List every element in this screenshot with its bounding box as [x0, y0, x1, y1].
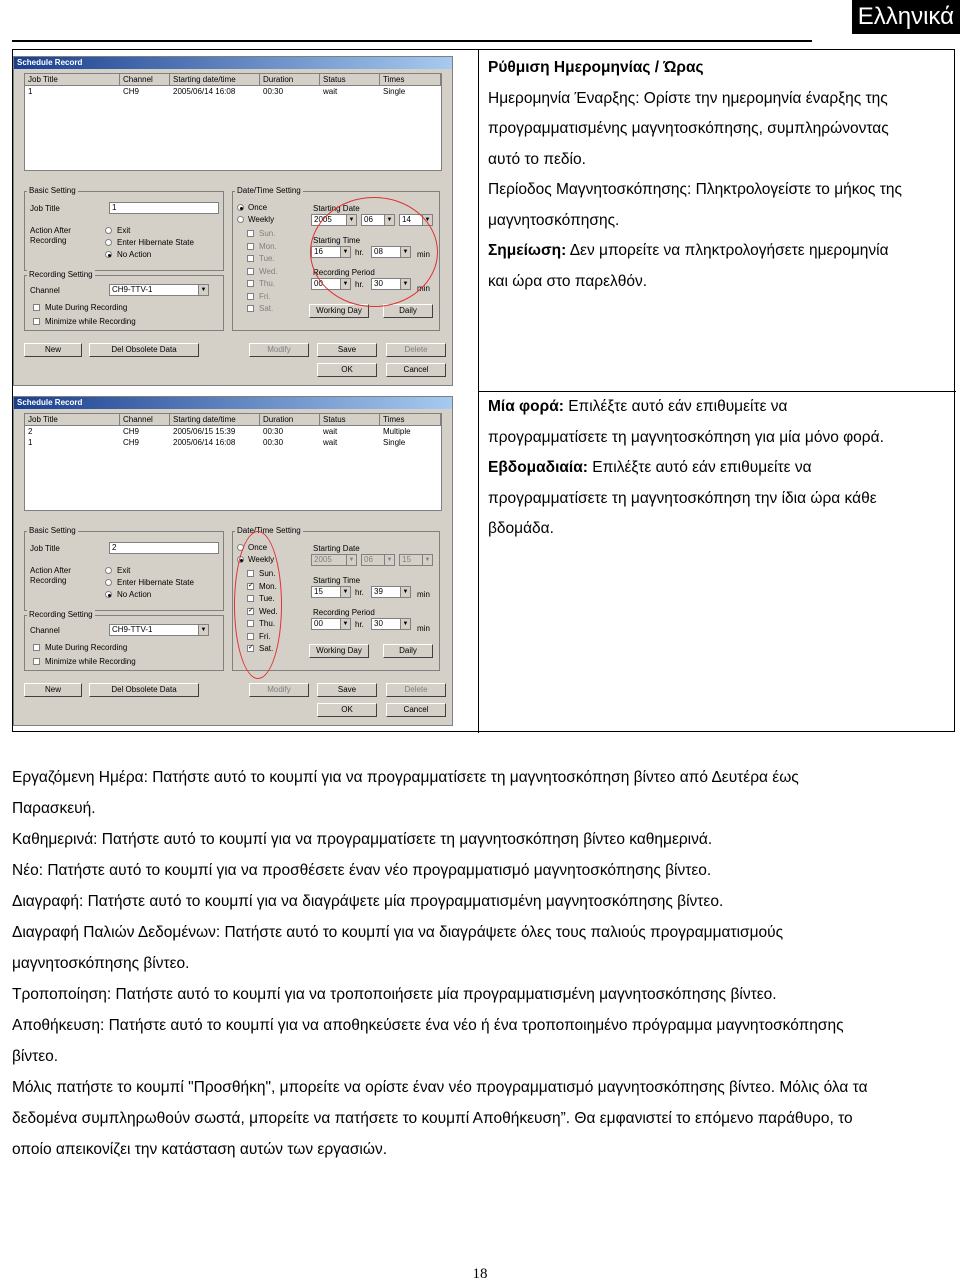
section-date-time — [488, 53, 943, 297]
working-day-button[interactable]: Working Day — [309, 644, 369, 658]
section-once-weekly — [488, 392, 943, 545]
cancel-button[interactable]: Cancel — [386, 703, 446, 717]
column-header[interactable]: Starting date/time — [170, 74, 260, 85]
text-line: Ημερομηνία Έναρξης: Ορίστε την ημερομηνία έναρξης της — [488, 89, 888, 107]
table-cell: CH9 — [123, 438, 140, 447]
table-cell: 2005/06/14 16:08 — [173, 87, 236, 96]
day-checkbox[interactable] — [247, 255, 254, 262]
recording-setting-group — [24, 610, 224, 671]
table-cell: 00:30 — [263, 427, 284, 436]
delete-button[interactable]: Delete — [386, 343, 446, 357]
group-label: Recording Setting — [29, 270, 93, 279]
table-cell: CH9 — [123, 87, 140, 96]
hour-select[interactable]: 15 ▼ — [311, 586, 351, 598]
day-checkbox[interactable] — [247, 243, 254, 250]
day-label: Sun. — [259, 569, 276, 578]
weekly-radio[interactable] — [237, 216, 244, 223]
table-cell: wait — [323, 427, 338, 436]
action-label: Enter Hibernate State — [117, 578, 194, 587]
action-radio[interactable] — [105, 579, 112, 586]
modify-button[interactable]: Modify — [249, 683, 309, 697]
weekly-label: Weekly — [248, 555, 275, 564]
text-line: Νέο: Πατήστε αυτό το κουμπί για να προσθέσετε έναν νέο προγραμματισμό μαγνητοσκόπησης βίντεο. — [12, 862, 712, 879]
hr-label: hr. — [355, 248, 364, 257]
channel-select[interactable]: CH9-TTV-1 ▼ — [109, 624, 209, 636]
ok-button[interactable]: OK — [317, 363, 377, 377]
section-heading: Ρύθμιση Ημερομηνίας / Ώρας — [488, 59, 704, 76]
action-radio[interactable] — [105, 239, 112, 246]
note-label: Σημείωση: — [488, 242, 567, 259]
chevron-down-icon: ▼ — [340, 619, 350, 629]
text-line: Τροποποίηση: Πατήστε αυτό το κουμπί για να τροποποιήσετε μία προγραμματισμένη μαγνητοσκόπησης βίντεο. — [12, 986, 777, 1003]
column-header[interactable]: Status — [320, 74, 380, 85]
starting-date-label: Starting Date — [313, 204, 360, 213]
weekly-label: Εβδομαδιαία: — [488, 459, 588, 476]
minimize-label: Minimize while Recording — [45, 317, 136, 326]
action-radio[interactable] — [105, 591, 112, 598]
chevron-down-icon: ▼ — [346, 555, 356, 565]
save-button[interactable]: Save — [317, 683, 377, 697]
starting-time-label: Starting Time — [313, 236, 361, 245]
chevron-down-icon: ▼ — [384, 555, 394, 565]
recording-period-label: Recording Period — [313, 268, 375, 277]
starting-date-label: Starting Date — [313, 544, 360, 553]
starting-time-label: Starting Time — [313, 576, 361, 585]
schedule-record-window-2 — [13, 396, 453, 726]
day-label: Sat. — [259, 304, 274, 313]
daily-button[interactable]: Daily — [383, 304, 433, 318]
chevron-down-icon: ▼ — [346, 215, 356, 225]
action-label: Enter Hibernate State — [117, 238, 194, 247]
table-cell: 2005/06/14 16:08 — [173, 438, 236, 447]
mute-checkbox[interactable] — [33, 644, 40, 651]
page-number: 18 — [472, 1266, 488, 1282]
column-header[interactable]: Duration — [260, 74, 320, 85]
column-header[interactable]: Channel — [120, 414, 170, 425]
text-line: Διαγραφή Παλιών Δεδομένων: Πατήστε αυτό το κουμπί για να διαγράψετε όλες τους παλιούς προγραμματισμούς — [12, 924, 784, 941]
min-label: min — [417, 624, 430, 633]
ok-button[interactable]: OK — [317, 703, 377, 717]
day-label: Thu. — [259, 619, 276, 628]
table-cell: Single — [383, 438, 406, 447]
cancel-button[interactable]: Cancel — [386, 363, 446, 377]
day-select[interactable]: 15 ▼ — [399, 554, 433, 566]
once-label: Once — [248, 543, 268, 552]
action-label: No Action — [117, 590, 152, 599]
job-title-input[interactable]: 2 — [109, 542, 219, 554]
chevron-down-icon: ▼ — [400, 587, 410, 597]
window-title: Schedule Record — [14, 57, 452, 69]
mute-checkbox[interactable] — [33, 304, 40, 311]
group-label: Date/Time Setting — [237, 186, 301, 195]
hour-select[interactable]: 16 ▼ — [311, 246, 351, 258]
hr-label: hr. — [355, 620, 364, 629]
period-minute-select[interactable]: 30 ▼ — [371, 278, 411, 290]
text-line: βίντεο. — [12, 1048, 59, 1065]
group-label: Recording Setting — [29, 610, 93, 619]
text-line: Περίοδος Μαγνητοσκόπησης: Πληκτρολογείστε το μήκος της — [488, 181, 902, 198]
chevron-down-icon: ▼ — [400, 247, 410, 257]
highlight-circle — [310, 197, 438, 307]
chevron-down-icon: ▼ — [400, 619, 410, 629]
table-row[interactable] — [25, 86, 441, 97]
month-select[interactable]: 06 ▼ — [361, 214, 395, 226]
recording-setting-group — [24, 270, 224, 331]
day-label: Wed. — [259, 606, 278, 616]
group-label: Date/Time Setting — [237, 526, 301, 535]
modify-button[interactable]: Modify — [249, 343, 309, 357]
job-list[interactable] — [24, 413, 442, 511]
table-row[interactable] — [25, 437, 441, 448]
text-line: Εργαζόμενη Ημέρα: Πατήστε αυτό το κουμπί για να προγραμματίσετε τη μαγνητοσκόπηση βίντεο από Δευτέρα έως — [12, 769, 799, 786]
day-checkbox[interactable] — [247, 268, 254, 275]
note-text: και ώρα στο παρελθόν. — [488, 272, 648, 290]
hr-label: hr. — [355, 280, 364, 289]
chevron-down-icon: ▼ — [198, 285, 208, 295]
minimize-label: Minimize while Recording — [45, 657, 136, 666]
day-label: Tue. — [259, 254, 275, 263]
day-label: Mon. — [259, 241, 277, 251]
text-line: Μόλις πατήστε το κουμπί "Προσθήκη", μπορείτε να ορίστε έναν νέο προγραμματισμό μαγνητοσκόπησης βίντεο. Μόλις όλα τα — [12, 1079, 868, 1096]
body-text — [12, 762, 960, 1165]
channel-select[interactable]: CH9-TTV-1 ▼ — [109, 284, 209, 296]
action-radio[interactable] — [105, 567, 112, 574]
action-label: No Action — [117, 250, 152, 259]
day-label: Tue. — [259, 594, 275, 603]
column-header[interactable]: Job Title — [25, 414, 120, 425]
day-label: Fri. — [259, 291, 271, 301]
day-label: Mon. — [259, 581, 277, 591]
chevron-down-icon: ▼ — [198, 625, 208, 635]
hr-label: hr. — [355, 588, 364, 597]
day-checkbox[interactable] — [247, 293, 254, 300]
column-header[interactable]: Job Title — [25, 74, 120, 85]
text-line: Παρασκευή. — [12, 800, 96, 817]
text-line: οποίο απεικονίζει την κατάσταση αυτών των εργασιών. — [12, 1141, 388, 1158]
table-cell: wait — [323, 438, 338, 447]
daily-button[interactable]: Daily — [383, 644, 433, 658]
column-header[interactable]: Times — [380, 414, 441, 425]
new-button[interactable]: New — [24, 683, 82, 697]
day-checkbox[interactable] — [247, 305, 254, 312]
table-cell: 1 — [28, 87, 33, 96]
text-line: Καθημερινά: Πατήστε αυτό το κουμπί για να προγραμματίσετε τη μαγνητοσκόπηση βίντεο καθημερινά. — [12, 831, 713, 848]
period-hour-select[interactable]: 00 ▼ — [311, 278, 351, 290]
action-radio[interactable] — [105, 227, 112, 234]
text-line: προγραμματίσετε τη μαγνητοσκόπηση την ίδια ώρα κάθε — [488, 489, 877, 507]
del-obsolete-button[interactable]: Del Obsolete Data — [89, 683, 199, 697]
text-line: μαγνητοσκόπησης βίντεο. — [12, 955, 190, 972]
table-cell: wait — [323, 87, 338, 96]
weekly-label: Weekly — [248, 215, 275, 224]
schedule-record-window-1 — [13, 56, 453, 386]
save-button[interactable]: Save — [317, 343, 377, 357]
mute-label: Mute During Recording — [45, 643, 128, 652]
day-label: Sun. — [259, 229, 276, 238]
period-hour-select[interactable]: 00 ▼ — [311, 618, 351, 630]
day-label: Fri. — [259, 631, 271, 641]
group-label: Basic Setting — [29, 186, 76, 195]
column-header[interactable]: Starting date/time — [170, 414, 260, 425]
column-header[interactable]: Status — [320, 414, 380, 425]
del-obsolete-button[interactable]: Del Obsolete Data — [89, 343, 199, 357]
min-label: min — [417, 590, 430, 599]
table-cell: 1 — [28, 438, 33, 447]
recording-period-label: Recording Period — [313, 608, 375, 617]
month-select[interactable]: 06 ▼ — [361, 554, 395, 566]
chevron-down-icon: ▼ — [340, 247, 350, 257]
minute-select[interactable]: 08 ▼ — [371, 246, 411, 258]
table-cell: 00:30 — [263, 438, 284, 447]
action-label: Exit — [117, 226, 131, 235]
action-after-label: Action After Recording — [30, 226, 71, 245]
job-title-label: Job Title — [30, 544, 60, 553]
list-header — [25, 414, 441, 426]
highlight-circle — [234, 531, 282, 679]
chevron-down-icon: ▼ — [422, 215, 432, 225]
new-button[interactable]: New — [24, 343, 82, 357]
day-checkbox[interactable] — [247, 230, 254, 237]
action-radio[interactable] — [105, 251, 112, 258]
text-line: Επιλέξτε αυτό εάν επιθυμείτε να — [563, 398, 788, 415]
basic-setting-group — [24, 186, 224, 271]
text-line: Επιλέξτε αυτό εάν επιθυμείτε να — [587, 459, 812, 476]
table-cell: Multiple — [383, 427, 411, 436]
working-day-button[interactable]: Working Day — [309, 304, 369, 318]
minimize-checkbox[interactable] — [33, 658, 40, 665]
period-minute-select[interactable]: 30 ▼ — [371, 618, 411, 630]
once-label: Once — [248, 203, 268, 212]
text-line: βδομάδα. — [488, 520, 554, 537]
text-line: δεδομένα συμπληρωθούν σωστά, μπορείτε να πατήσετε το κουμπί Αποθήκευση”. Θα εμφανιστεί το επόμενο παράθυρο, το — [12, 1110, 853, 1127]
once-radio[interactable] — [237, 204, 244, 211]
min-label: min — [417, 284, 430, 293]
action-label: Exit — [117, 566, 131, 575]
chevron-down-icon: ▼ — [422, 555, 432, 565]
text-line: Διαγραφή: Πατήστε αυτό το κουμπί για να διαγράψετε μία προγραμματισμένη μαγνητοσκόπησης βίντεο. — [12, 893, 724, 910]
chevron-down-icon: ▼ — [340, 279, 350, 289]
day-label: Sat. — [259, 644, 274, 653]
day-checkbox[interactable] — [247, 280, 254, 287]
minute-select[interactable]: 39 ▼ — [371, 586, 411, 598]
text-line: Αποθήκευση: Πατήστε αυτό το κουμπί για να αποθηκεύσετε ένα νέο ή ένα τροποποιημένο πρόγραμμα μαγνητοσκόπησης — [12, 1017, 844, 1034]
year-select[interactable]: 2005 ▼ — [311, 214, 357, 226]
minimize-checkbox[interactable] — [33, 318, 40, 325]
column-header[interactable]: Channel — [120, 74, 170, 85]
table-cell: 2 — [28, 427, 33, 436]
column-header[interactable]: Duration — [260, 414, 320, 425]
text-line: αυτό το πεδίο. — [488, 150, 586, 168]
job-list[interactable] — [24, 73, 442, 171]
text-line: προγραμματίσετε τη μαγνητοσκόπηση για μία μόνο φορά. — [488, 428, 884, 446]
channel-label: Channel — [30, 286, 60, 295]
chevron-down-icon: ▼ — [340, 587, 350, 597]
mute-label: Mute During Recording — [45, 303, 128, 312]
channel-label: Channel — [30, 626, 60, 635]
once-label: Μία φορά: — [488, 398, 564, 415]
table-cell: 2005/06/15 15:39 — [173, 427, 236, 436]
table-row[interactable] — [25, 426, 441, 437]
table-cell: Single — [383, 87, 406, 96]
delete-button[interactable]: Delete — [386, 683, 446, 697]
day-label: Thu. — [259, 279, 276, 288]
day-select[interactable]: 14 ▼ — [399, 214, 433, 226]
table-cell: 00:30 — [263, 87, 284, 96]
min-label: min — [417, 250, 430, 259]
table-cell: CH9 — [123, 427, 140, 436]
column-header[interactable]: Times — [380, 74, 441, 85]
action-after-label: Action After Recording — [30, 566, 71, 585]
list-header — [25, 74, 441, 86]
job-title-label: Job Title — [30, 204, 60, 213]
language-badge: Ελληνικά — [852, 0, 960, 34]
basic-setting-group — [24, 526, 224, 611]
window-title: Schedule Record — [14, 397, 452, 409]
group-label: Basic Setting — [29, 526, 76, 535]
header-rule — [12, 40, 812, 42]
day-label: Wed. — [259, 266, 278, 276]
chevron-down-icon: ▼ — [400, 279, 410, 289]
note-text: Δεν μπορείτε να πληκτρολογήσετε ημερομηνία — [566, 242, 889, 259]
chevron-down-icon: ▼ — [384, 215, 394, 225]
text-line: προγραμματισμένης μαγνητοσκόπησης, συμπληρώνοντας — [488, 120, 889, 137]
job-title-input[interactable]: 1 — [109, 202, 219, 214]
text-line: μαγνητοσκόπησης. — [488, 211, 620, 229]
year-select[interactable]: 2005 ▼ — [311, 554, 357, 566]
